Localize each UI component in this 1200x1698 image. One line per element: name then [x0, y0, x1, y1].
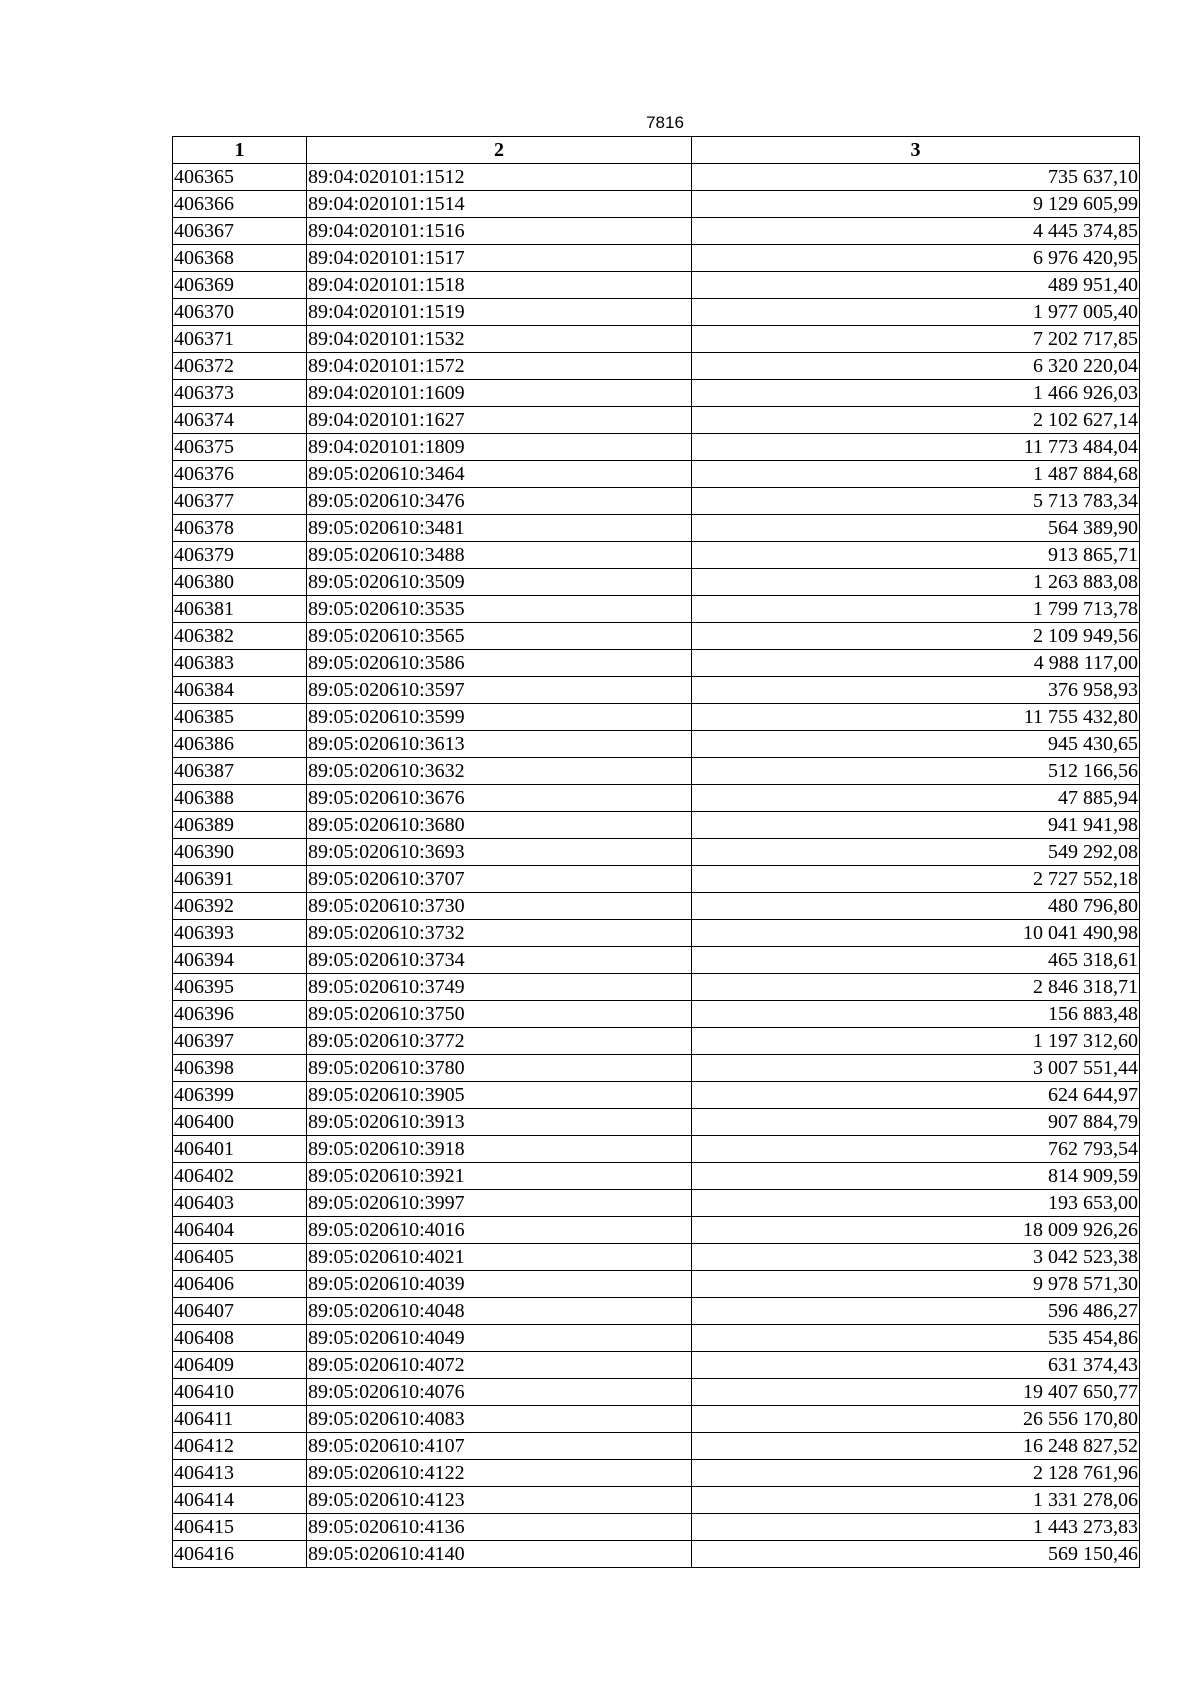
table-row [173, 893, 1140, 920]
table-row [173, 1541, 1140, 1568]
table-row [173, 434, 1140, 461]
row-number-cell: 406367 [173, 218, 307, 245]
value-cell: 2 727 552,18 [692, 866, 1140, 893]
header-row [173, 137, 1140, 164]
cadastral-number-cell: 89:05:020610:3749 [307, 974, 692, 1001]
table-row [173, 407, 1140, 434]
row-number-cell: 406396 [173, 1001, 307, 1028]
table-row [173, 920, 1140, 947]
cadastral-number-cell: 89:05:020610:3509 [307, 569, 692, 596]
value-cell: 535 454,86 [692, 1325, 1140, 1352]
row-number-cell: 406368 [173, 245, 307, 272]
value-cell: 2 102 627,14 [692, 407, 1140, 434]
table-header [173, 137, 1140, 164]
cadastral-number-cell: 89:05:020610:4016 [307, 1217, 692, 1244]
cadastral-number-cell: 89:05:020610:3632 [307, 758, 692, 785]
table-row [173, 1379, 1140, 1406]
value-cell: 193 653,00 [692, 1190, 1140, 1217]
row-number-cell: 406409 [173, 1352, 307, 1379]
value-cell: 907 884,79 [692, 1109, 1140, 1136]
row-number-cell: 406370 [173, 299, 307, 326]
table-body [173, 164, 1140, 1568]
cadastral-number-cell: 89:04:020101:1517 [307, 245, 692, 272]
value-cell: 596 486,27 [692, 1298, 1140, 1325]
table-row [173, 1325, 1140, 1352]
table-row [173, 1487, 1140, 1514]
table-row [173, 839, 1140, 866]
value-cell: 7 202 717,85 [692, 326, 1140, 353]
cadastral-number-cell: 89:05:020610:4083 [307, 1406, 692, 1433]
cadastral-number-cell: 89:05:020610:3780 [307, 1055, 692, 1082]
row-number-cell: 406415 [173, 1514, 307, 1541]
table-row [173, 677, 1140, 704]
cadastral-number-cell: 89:05:020610:4021 [307, 1244, 692, 1271]
value-cell: 4 445 374,85 [692, 218, 1140, 245]
table-row [173, 731, 1140, 758]
cadastral-number-cell: 89:05:020610:3730 [307, 893, 692, 920]
row-number-cell: 406406 [173, 1271, 307, 1298]
cadastral-number-cell: 89:05:020610:3597 [307, 677, 692, 704]
table-row [173, 1460, 1140, 1487]
table-row [173, 785, 1140, 812]
cadastral-number-cell: 89:05:020610:3535 [307, 596, 692, 623]
table-row [173, 1055, 1140, 1082]
row-number-cell: 406413 [173, 1460, 307, 1487]
row-number-cell: 406387 [173, 758, 307, 785]
row-number-cell: 406416 [173, 1541, 307, 1568]
value-cell: 814 909,59 [692, 1163, 1140, 1190]
table-row [173, 164, 1140, 191]
row-number-cell: 406388 [173, 785, 307, 812]
value-cell: 1 466 926,03 [692, 380, 1140, 407]
data-table [172, 136, 1140, 1568]
cadastral-number-cell: 89:04:020101:1516 [307, 218, 692, 245]
row-number-cell: 406414 [173, 1487, 307, 1514]
value-cell: 16 248 827,52 [692, 1433, 1140, 1460]
row-number-cell: 406379 [173, 542, 307, 569]
cadastral-number-cell: 89:05:020610:3918 [307, 1136, 692, 1163]
row-number-cell: 406398 [173, 1055, 307, 1082]
cadastral-number-cell: 89:05:020610:3732 [307, 920, 692, 947]
table-row [173, 974, 1140, 1001]
cadastral-number-cell: 89:05:020610:4122 [307, 1460, 692, 1487]
value-cell: 156 883,48 [692, 1001, 1140, 1028]
cadastral-number-cell: 89:05:020610:4048 [307, 1298, 692, 1325]
value-cell: 1 331 278,06 [692, 1487, 1140, 1514]
cadastral-number-cell: 89:05:020610:3464 [307, 461, 692, 488]
table-row [173, 1271, 1140, 1298]
row-number-cell: 406382 [173, 623, 307, 650]
cadastral-number-cell: 89:04:020101:1809 [307, 434, 692, 461]
value-cell: 762 793,54 [692, 1136, 1140, 1163]
row-number-cell: 406394 [173, 947, 307, 974]
table-row [173, 1406, 1140, 1433]
row-number-cell: 406412 [173, 1433, 307, 1460]
cadastral-number-cell: 89:05:020610:3613 [307, 731, 692, 758]
column-header-3: 3 [692, 137, 1140, 164]
table-row [173, 569, 1140, 596]
cadastral-number-cell: 89:05:020610:3488 [307, 542, 692, 569]
cadastral-number-cell: 89:04:020101:1512 [307, 164, 692, 191]
table-row [173, 299, 1140, 326]
value-cell: 941 941,98 [692, 812, 1140, 839]
row-number-cell: 406374 [173, 407, 307, 434]
value-cell: 913 865,71 [692, 542, 1140, 569]
row-number-cell: 406399 [173, 1082, 307, 1109]
row-number-cell: 406373 [173, 380, 307, 407]
table-row [173, 1001, 1140, 1028]
table-row [173, 461, 1140, 488]
row-number-cell: 406371 [173, 326, 307, 353]
table-row [173, 1298, 1140, 1325]
cadastral-number-cell: 89:04:020101:1627 [307, 407, 692, 434]
value-cell: 18 009 926,26 [692, 1217, 1140, 1244]
cadastral-number-cell: 89:05:020610:3921 [307, 1163, 692, 1190]
cadastral-number-cell: 89:05:020610:3750 [307, 1001, 692, 1028]
cadastral-number-cell: 89:05:020610:4140 [307, 1541, 692, 1568]
row-number-cell: 406384 [173, 677, 307, 704]
cadastral-number-cell: 89:04:020101:1519 [307, 299, 692, 326]
value-cell: 549 292,08 [692, 839, 1140, 866]
table-row [173, 272, 1140, 299]
row-number-cell: 406372 [173, 353, 307, 380]
row-number-cell: 406391 [173, 866, 307, 893]
value-cell: 512 166,56 [692, 758, 1140, 785]
table-row [173, 515, 1140, 542]
value-cell: 6 976 420,95 [692, 245, 1140, 272]
row-number-cell: 406402 [173, 1163, 307, 1190]
cadastral-number-cell: 89:05:020610:4039 [307, 1271, 692, 1298]
cadastral-number-cell: 89:05:020610:3680 [307, 812, 692, 839]
cadastral-number-cell: 89:04:020101:1514 [307, 191, 692, 218]
cadastral-number-cell: 89:05:020610:4072 [307, 1352, 692, 1379]
value-cell: 631 374,43 [692, 1352, 1140, 1379]
table-row [173, 1352, 1140, 1379]
table-row [173, 1190, 1140, 1217]
table-row [173, 488, 1140, 515]
row-number-cell: 406386 [173, 731, 307, 758]
row-number-cell: 406408 [173, 1325, 307, 1352]
page-number: 7816 [646, 113, 684, 132]
value-cell: 9 978 571,30 [692, 1271, 1140, 1298]
cadastral-number-cell: 89:05:020610:4076 [307, 1379, 692, 1406]
value-cell: 1 197 312,60 [692, 1028, 1140, 1055]
cadastral-number-cell: 89:04:020101:1572 [307, 353, 692, 380]
table-row [173, 596, 1140, 623]
row-number-cell: 406369 [173, 272, 307, 299]
row-number-cell: 406401 [173, 1136, 307, 1163]
row-number-cell: 406365 [173, 164, 307, 191]
value-cell: 2 128 761,96 [692, 1460, 1140, 1487]
value-cell: 3 007 551,44 [692, 1055, 1140, 1082]
value-cell: 1 443 273,83 [692, 1514, 1140, 1541]
value-cell: 624 644,97 [692, 1082, 1140, 1109]
table-row [173, 1109, 1140, 1136]
value-cell: 480 796,80 [692, 893, 1140, 920]
row-number-cell: 406404 [173, 1217, 307, 1244]
row-number-cell: 406397 [173, 1028, 307, 1055]
value-cell: 564 389,90 [692, 515, 1140, 542]
row-number-cell: 406381 [173, 596, 307, 623]
row-number-cell: 406383 [173, 650, 307, 677]
value-cell: 2 109 949,56 [692, 623, 1140, 650]
row-number-cell: 406378 [173, 515, 307, 542]
value-cell: 735 637,10 [692, 164, 1140, 191]
value-cell: 569 150,46 [692, 1541, 1140, 1568]
cadastral-number-cell: 89:05:020610:3481 [307, 515, 692, 542]
table-row [173, 353, 1140, 380]
table-row [173, 650, 1140, 677]
table-row [173, 704, 1140, 731]
cadastral-number-cell: 89:05:020610:3997 [307, 1190, 692, 1217]
table-row [173, 218, 1140, 245]
value-cell: 2 846 318,71 [692, 974, 1140, 1001]
value-cell: 26 556 170,80 [692, 1406, 1140, 1433]
table-row [173, 1217, 1140, 1244]
value-cell: 19 407 650,77 [692, 1379, 1140, 1406]
row-number-cell: 406405 [173, 1244, 307, 1271]
value-cell: 465 318,61 [692, 947, 1140, 974]
row-number-cell: 406410 [173, 1379, 307, 1406]
row-number-cell: 406385 [173, 704, 307, 731]
cadastral-number-cell: 89:05:020610:4123 [307, 1487, 692, 1514]
value-cell: 1 263 883,08 [692, 569, 1140, 596]
row-number-cell: 406395 [173, 974, 307, 1001]
row-number-cell: 406392 [173, 893, 307, 920]
value-cell: 3 042 523,38 [692, 1244, 1140, 1271]
column-header-2: 2 [307, 137, 692, 164]
table-row [173, 380, 1140, 407]
table-row [173, 1433, 1140, 1460]
row-number-cell: 406377 [173, 488, 307, 515]
table-row [173, 1028, 1140, 1055]
column-header-1: 1 [173, 137, 307, 164]
cadastral-number-cell: 89:05:020610:3676 [307, 785, 692, 812]
table-row [173, 1514, 1140, 1541]
value-cell: 47 885,94 [692, 785, 1140, 812]
cadastral-number-cell: 89:05:020610:3734 [307, 947, 692, 974]
cadastral-number-cell: 89:04:020101:1532 [307, 326, 692, 353]
value-cell: 376 958,93 [692, 677, 1140, 704]
value-cell: 489 951,40 [692, 272, 1140, 299]
value-cell: 1 977 005,40 [692, 299, 1140, 326]
table-row [173, 326, 1140, 353]
cadastral-number-cell: 89:05:020610:3772 [307, 1028, 692, 1055]
value-cell: 10 041 490,98 [692, 920, 1140, 947]
table-row [173, 812, 1140, 839]
value-cell: 1 799 713,78 [692, 596, 1140, 623]
cadastral-number-cell: 89:05:020610:3913 [307, 1109, 692, 1136]
row-number-cell: 406403 [173, 1190, 307, 1217]
value-cell: 945 430,65 [692, 731, 1140, 758]
value-cell: 5 713 783,34 [692, 488, 1140, 515]
table-row [173, 1082, 1140, 1109]
value-cell: 9 129 605,99 [692, 191, 1140, 218]
value-cell: 6 320 220,04 [692, 353, 1140, 380]
value-cell: 1 487 884,68 [692, 461, 1140, 488]
value-cell: 11 755 432,80 [692, 704, 1140, 731]
table-row [173, 866, 1140, 893]
table-row [173, 623, 1140, 650]
row-number-cell: 406389 [173, 812, 307, 839]
table-row [173, 542, 1140, 569]
cadastral-number-cell: 89:04:020101:1609 [307, 380, 692, 407]
cadastral-number-cell: 89:05:020610:3599 [307, 704, 692, 731]
table-row [173, 245, 1140, 272]
row-number-cell: 406375 [173, 434, 307, 461]
row-number-cell: 406407 [173, 1298, 307, 1325]
cadastral-number-cell: 89:04:020101:1518 [307, 272, 692, 299]
cadastral-number-cell: 89:05:020610:3586 [307, 650, 692, 677]
table-row [173, 758, 1140, 785]
table-row [173, 1244, 1140, 1271]
row-number-cell: 406376 [173, 461, 307, 488]
cadastral-number-cell: 89:05:020610:3707 [307, 866, 692, 893]
cadastral-number-cell: 89:05:020610:3693 [307, 839, 692, 866]
cadastral-number-cell: 89:05:020610:3476 [307, 488, 692, 515]
row-number-cell: 406400 [173, 1109, 307, 1136]
row-number-cell: 406366 [173, 191, 307, 218]
table-row [173, 1163, 1140, 1190]
cadastral-number-cell: 89:05:020610:4107 [307, 1433, 692, 1460]
row-number-cell: 406380 [173, 569, 307, 596]
table-row [173, 1136, 1140, 1163]
table-row [173, 947, 1140, 974]
row-number-cell: 406411 [173, 1406, 307, 1433]
cadastral-number-cell: 89:05:020610:3565 [307, 623, 692, 650]
value-cell: 11 773 484,04 [692, 434, 1140, 461]
cadastral-number-cell: 89:05:020610:4136 [307, 1514, 692, 1541]
cadastral-number-cell: 89:05:020610:4049 [307, 1325, 692, 1352]
table-row [173, 191, 1140, 218]
cadastral-number-cell: 89:05:020610:3905 [307, 1082, 692, 1109]
row-number-cell: 406393 [173, 920, 307, 947]
row-number-cell: 406390 [173, 839, 307, 866]
value-cell: 4 988 117,00 [692, 650, 1140, 677]
